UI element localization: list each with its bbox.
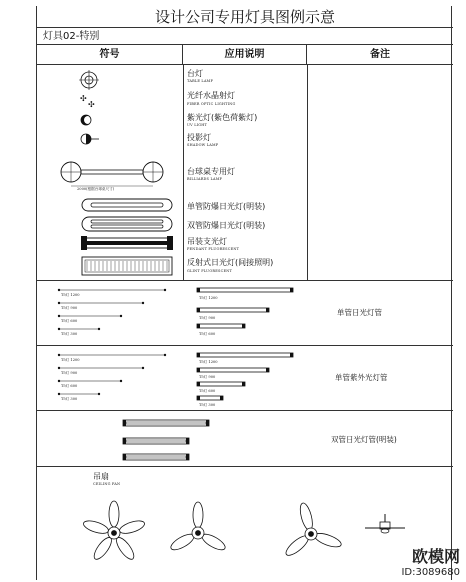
- table-lamp-icon: [77, 68, 101, 92]
- tube-fixture-label: T5灯 600: [199, 332, 216, 336]
- row-label-cn: 单管防爆日光灯(明装): [187, 202, 266, 211]
- glint-fluorescent-icon: [81, 256, 173, 276]
- tube-fixture-label: T5灯 300: [199, 403, 216, 407]
- ceiling-fan-three-blade-icon: [167, 502, 229, 564]
- tube-length-label: T5灯 1200: [61, 358, 80, 362]
- tube-group-note: 单管紫外光灯管: [335, 373, 388, 382]
- row-label-en: UV LIGHT: [187, 123, 208, 127]
- t5-tube-fixtures-drawing: [197, 286, 307, 336]
- row-divider: [37, 410, 453, 411]
- section-label: 灯具02-特别: [37, 28, 453, 45]
- tube-length-label: T5灯 1200: [61, 293, 80, 297]
- uv-light-icon: [79, 113, 99, 127]
- ceiling-fan-label-cn: 吊扇: [93, 472, 109, 481]
- row-label-en: BILLIARDS LAMP: [187, 177, 223, 181]
- row-label-cn: 光纤水晶射灯: [187, 91, 235, 100]
- row-label-cn: 台灯: [187, 69, 203, 78]
- row-label-en: FIBER OPTIC LIGHTING: [187, 102, 236, 106]
- watermark: [401, 544, 460, 578]
- tube-length-label: T5灯 600: [61, 384, 78, 388]
- tube-group-note: 单管日光灯管: [337, 308, 382, 317]
- ceiling-fan-side-icon: [363, 514, 407, 542]
- row-label-cn: 台球桌专用灯: [187, 167, 235, 176]
- watermark-brand: 欧模网: [411, 547, 460, 566]
- row-label-cn: 双管防爆日光灯(明装): [187, 221, 266, 230]
- row-label-cn: 反射式日光灯(间接照明): [187, 258, 274, 267]
- svg-text:✣: ✣: [80, 94, 87, 103]
- tube-length-label: T5灯 600: [61, 319, 78, 323]
- page-title: 设计公司专用灯具图例示意: [37, 6, 453, 28]
- single-tube-fixture-icon: [81, 198, 173, 212]
- double-tube-note: 双管日光灯管(明装): [331, 435, 397, 444]
- tube-fixture-label: T5灯 1200: [199, 296, 218, 300]
- watermark-id: ID:3089680: [401, 567, 460, 578]
- row-label-en: PENDANT FLUORESCENT: [187, 247, 240, 251]
- pendant-fluorescent-icon: [81, 236, 173, 250]
- double-tube-drawing: [123, 420, 223, 464]
- double-tube-fixture-icon: [81, 216, 173, 232]
- tube-fixture-label: T5灯 900: [199, 375, 216, 379]
- legend-sheet: [36, 6, 452, 580]
- fiber-optic-icon: [79, 93, 99, 111]
- row-divider: [37, 466, 453, 467]
- row-label-cn: 投影灯: [187, 133, 211, 142]
- tube-length-label: T5灯 900: [61, 306, 78, 310]
- shadow-lamp-icon: [79, 132, 101, 146]
- tube-length-label: T5灯 900: [61, 371, 78, 375]
- svg-text:✣: ✣: [88, 100, 95, 109]
- tube-length-label: T5灯 300: [61, 397, 78, 401]
- row-label-cn: 吊装支光灯: [187, 237, 227, 246]
- row-label-en: SHADOW LAMP: [187, 143, 219, 147]
- tube-fixture-label: T5灯 900: [199, 316, 216, 320]
- header-symbol: 符号: [37, 45, 183, 65]
- billiards-caption: 2000(根据台球桌尺寸): [77, 187, 115, 191]
- header-note: 备注: [307, 45, 453, 65]
- ceiling-fan-angled-icon: [283, 502, 343, 564]
- ceiling-fan-label-en: CEILING FAN: [93, 482, 121, 486]
- row-divider: [37, 280, 453, 281]
- ceiling-fan-five-blade-icon: [81, 500, 147, 566]
- tube-fixture-label: T5灯 1200: [199, 360, 218, 364]
- header-application: 应用说明: [183, 45, 307, 65]
- row-label-en: GLINT FLUORESCENT: [187, 269, 233, 273]
- tube-length-label: T5灯 300: [61, 332, 78, 336]
- row-label-en: TABLE LAMP: [187, 79, 214, 83]
- column-divider: [183, 65, 184, 280]
- tube-fixture-label: T5灯 600: [199, 389, 216, 393]
- row-label-cn: 紫光灯(紫色荷紫灯): [187, 113, 258, 122]
- column-divider: [307, 65, 308, 280]
- row-divider: [37, 345, 453, 346]
